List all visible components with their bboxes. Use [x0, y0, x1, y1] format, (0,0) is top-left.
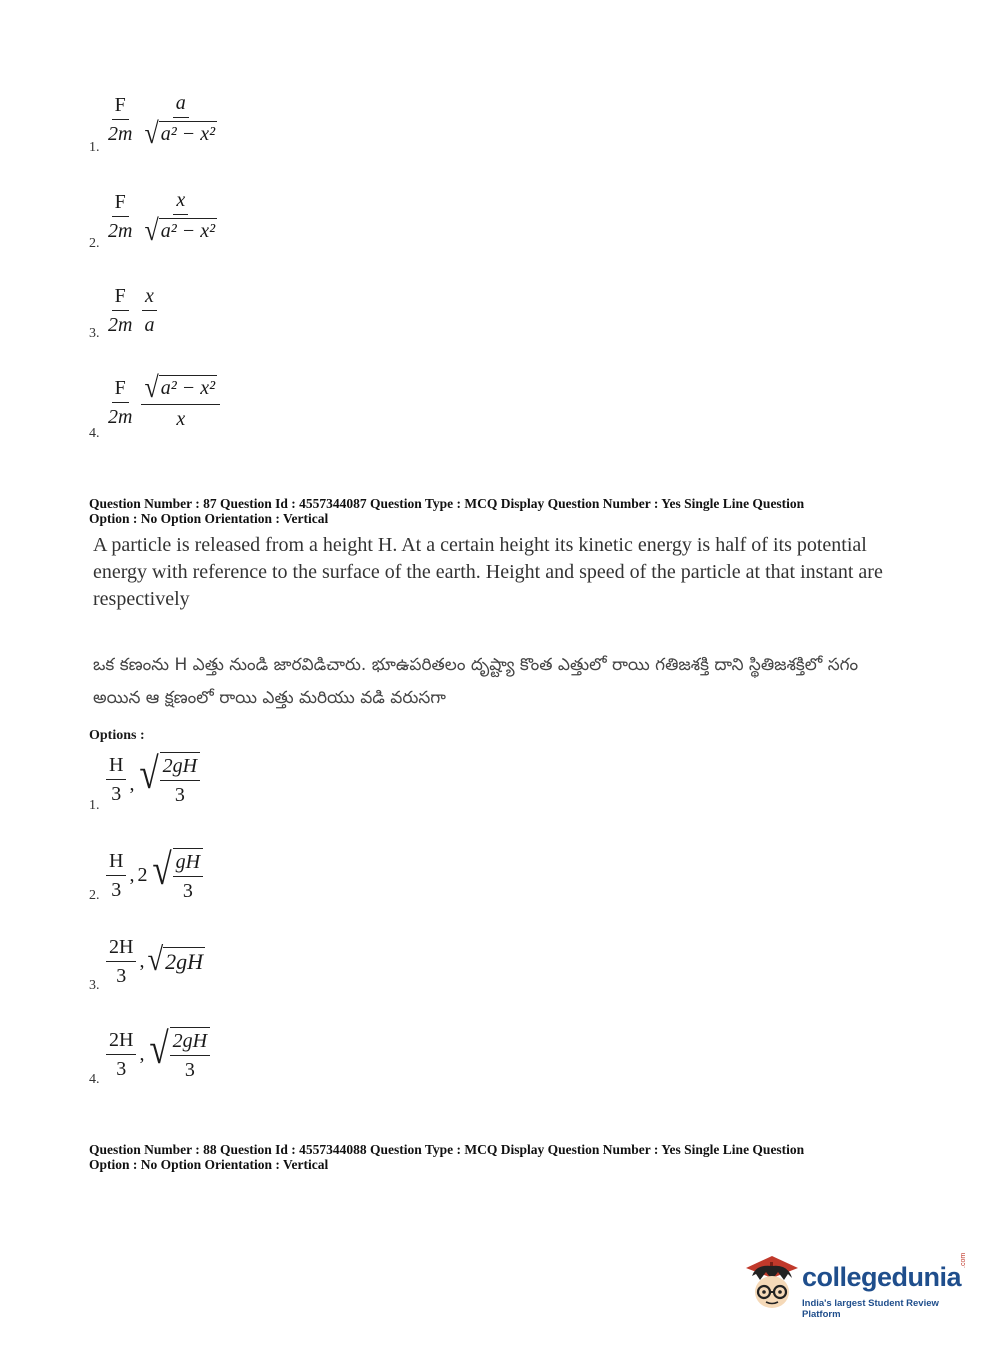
- option-math: $\frac{F}{2m}$ √ a² − x² x: [105, 375, 220, 430]
- brand-tagline: India's largest Student Review Platform: [802, 1298, 939, 1320]
- question-87-meta: Question Number : 87 Question Id : 4557344087 Question Type : MCQ Display Question Number : Yes Single Line Question Option : No Option Orientation : Vertical: [89, 496, 805, 526]
- question-88-meta: Question Number : 88 Question Id : 4557344088 Question Type : MCQ Display Question Number : Yes Single Line Question Option : No Option Orientation : Vertical: [89, 1142, 805, 1172]
- option-number: 3.: [89, 978, 100, 993]
- option-math: $\frac{H}{3}$ , √ $\frac{2gH}{3}$: [106, 752, 200, 806]
- option-math: $\frac{2H}{3}$ , √ $\frac{2gH}{3}$: [106, 1027, 210, 1081]
- option-number: 2.: [89, 888, 100, 903]
- option-math: $\frac{F}{2m}$ $\frac{x}{a}$: [105, 285, 157, 336]
- options-label: Options :: [89, 728, 145, 743]
- option-number: 4.: [89, 1072, 100, 1087]
- option-number: 1.: [89, 140, 100, 155]
- option-number: 2.: [89, 236, 100, 251]
- option-number: 4.: [89, 426, 100, 441]
- option-math: $\frac{F}{2m}$ a √ a² − x²: [108, 92, 216, 151]
- collegedunia-logo[interactable]: [742, 1250, 972, 1320]
- brand-name: collegedunia: [802, 1262, 962, 1292]
- option-number: 3.: [89, 326, 100, 341]
- option-math: $\frac{F}{2m}$ x √ a² − x²: [108, 189, 216, 248]
- mascot-icon: [742, 1250, 800, 1312]
- question-87-text-telugu: ఒక కణంను H ఎత్తు నుండి జారవిడిచారు. భూఉపరితలం దృష్ట్యా కొంత ఎత్తులో రాయి గతిజశక్తి దాని స్థితిజశక్తిలో సగం అయిన ఆ క్షణంలో రాయి ఎత్తు మరియు వడి వరుసగా: [93, 655, 859, 708]
- option-math: $\frac{2H}{3}$ , √ 2gH: [106, 936, 205, 987]
- question-87-text-english: A particle is released from a height H. At a certain height its kinetic energy is half of its potential energy with reference to the surface of the earth. Height and speed of the particle at that instant are respectively: [93, 534, 883, 610]
- option-number: 1.: [89, 798, 100, 813]
- brand-domain: .com: [960, 1252, 967, 1268]
- option-math: $\frac{H}{3}$ , 2 √ $\frac{gH}{3}$: [106, 848, 203, 902]
